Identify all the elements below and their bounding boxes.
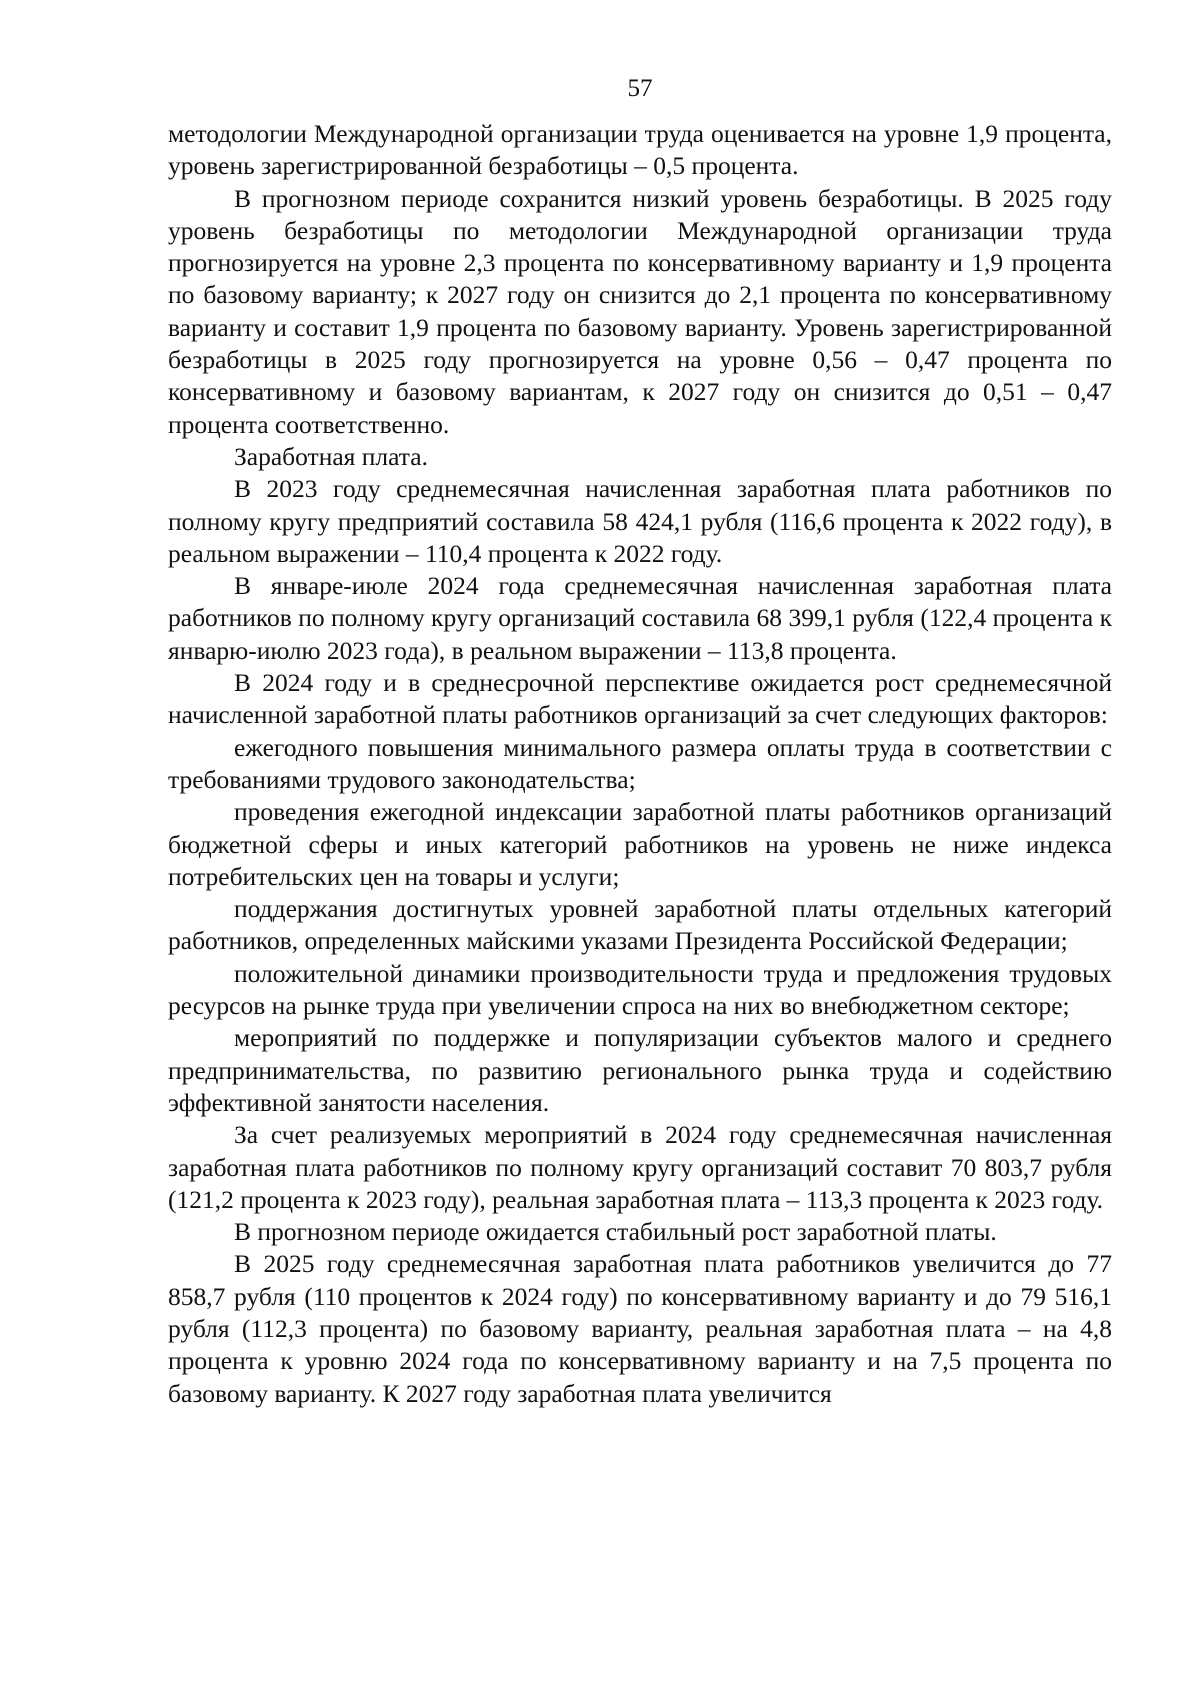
- paragraph-wages-2025-forecast: В 2025 году среднемесячная заработная плата работников увеличится до 77 858,7 рубля (110 процентов к 2024 году) по консервативному варианту и до 79 516,1 рубля (112,3 процента) по базовому варианту, реальная заработная плата – на 4,8 процента к уровню 2024 года по консервативному варианту и на 7,5 процента по базовому варианту. К 2027 году заработная плата увеличится: [168, 1249, 1112, 1408]
- paragraph-stable-growth: В прогнозном периоде ожидается стабильный рост заработной платы.: [234, 1217, 997, 1247]
- section-heading-wages: Заработная плата.: [234, 441, 428, 471]
- paragraph-wages-2024-forecast: За счет реализуемых мероприятий в 2024 году среднемесячная начисленная заработная плата работников по полному кругу организаций составит 70 803,7 рубля (121,2 процента к 2023 году), реальная заработная плата – 113,3 процента к 2023 году.: [168, 1120, 1112, 1214]
- paragraph-wages-jan-jul-2024: В январе-июле 2024 года среднемесячная начисленная заработная плата работников по полному кругу организаций составила 68 399,1 рубля (122,4 процента к январю-июлю 2023 года), в реальном выражении – 113,8 процента.: [168, 571, 1112, 665]
- page-number: 57: [627, 75, 653, 102]
- paragraph-unemployment-continued: методологии Международной организации труда оценивается на уровне 1,9 процента, уровень зарегистрированной безработицы – 0,5 процента.: [168, 119, 1112, 181]
- paragraph-unemployment-forecast: В прогнозном периоде сохранится низкий уровень безработицы. В 2025 году уровень безработицы по методологии Международной организации труда прогнозируется на уровне 2,3 процента по консервативному варианту и 1,9 процента по базовому варианту; к 2027 году он снизится до 2,1 процента по консервативному варианту и составит 1,9 процента по базовому варианту. Уровень зарегистрированной безработицы в 2025 году прогнозируется на уровне 0,56 – 0,47 процента по консервативному и базовому вариантам, к 2027 году он снизится до 0,51 – 0,47 процента соответственно.: [168, 183, 1112, 439]
- list-item-may-decrees: поддержания достигнутых уровней заработной платы отдельных категорий работников, определенных майскими указами Президента Российской Федерации;: [168, 894, 1112, 956]
- list-item-small-business: мероприятий по поддержке и популяризации субъектов малого и среднего предпринимательства, по развитию регионального рынка труда и содействию эффективной занятости населения.: [168, 1023, 1112, 1117]
- document-body: [168, 118, 1112, 1410]
- list-item-indexation: проведения ежегодной индексации заработной платы работников организаций бюджетной сферы и иных категорий работников на уровень не ниже индекса потребительских цен на товары и услуги;: [168, 797, 1112, 891]
- list-item-minimum-wage: ежегодного повышения минимального размера оплаты труда в соответствии с требованиями трудового законодательства;: [168, 732, 1112, 794]
- list-item-productivity: положительной динамики производительности труда и предложения трудовых ресурсов на рынке труда при увеличении спроса на них во внебюджетном секторе;: [168, 958, 1112, 1021]
- paragraph-wages-2023: В 2023 году среднемесячная начисленная заработная плата работников по полному кругу предприятий составила 58 424,1 рубля (116,6 процента к 2022 году), в реальном выражении – 110,4 процента к 2022 году.: [168, 474, 1112, 568]
- paragraph-growth-factors-intro: В 2024 году и в среднесрочной перспективе ожидается рост среднемесячной начисленной заработной платы работников организаций за счет следующих факторов:: [168, 668, 1112, 730]
